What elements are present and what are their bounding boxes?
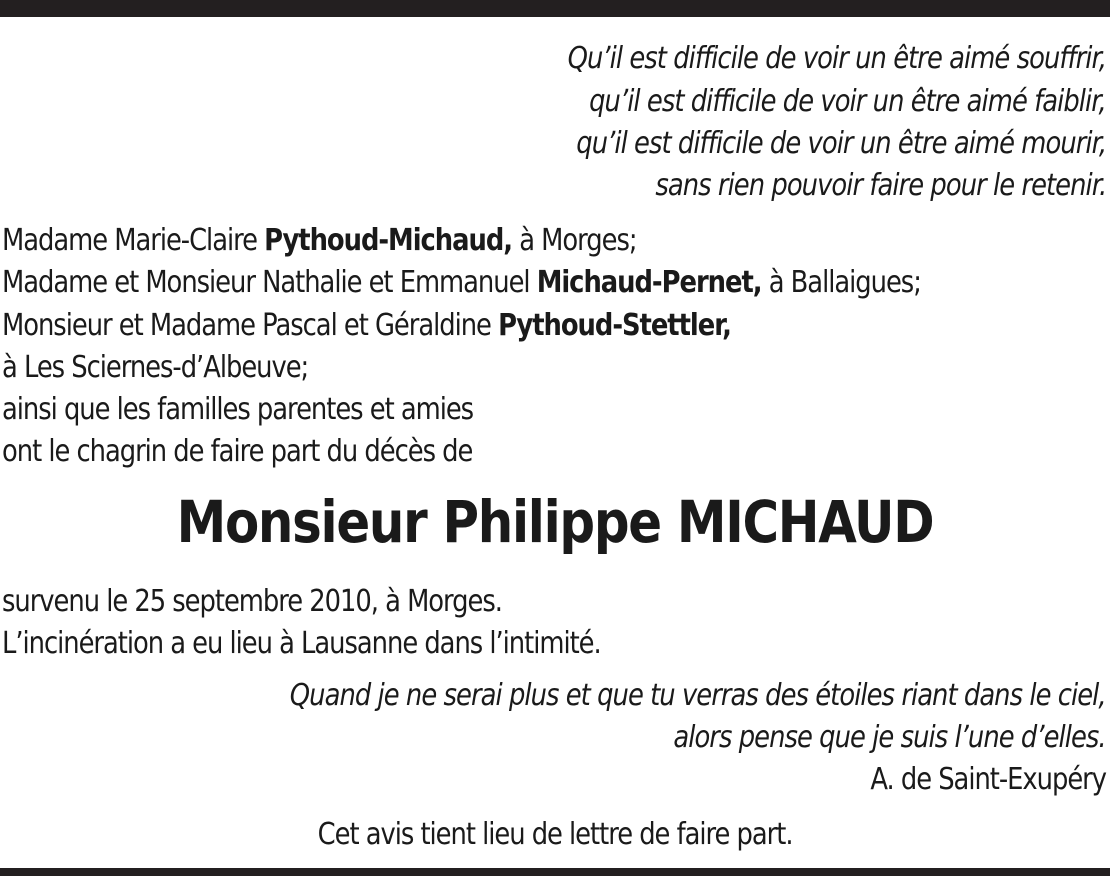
detail-line: L’incinération a eu lieu à Lausanne dans l’intimité.: [2, 626, 601, 661]
poem-line: qu’il est difficile de voir un être aimé mourir,: [576, 126, 1106, 161]
bottom-border: [0, 868, 1110, 876]
poem-line: Qu’il est difficile de voir un être aimé souffrir,: [567, 41, 1106, 76]
poem-line: sans rien pouvoir faire pour le retenir.: [655, 168, 1106, 203]
mourner-line: à Les Sciernes-d’Albeuve;: [2, 350, 309, 385]
mourner-line: Monsieur et Madame Pascal et Géraldine Pythoud-Stettler,: [2, 308, 731, 343]
mourner-line: Madame et Monsieur Nathalie et Emmanuel Michaud-Pernet, à Ballaigues;: [2, 265, 921, 300]
mourner-line: ont le chagrin de faire part du décès de: [2, 434, 473, 469]
quote-line: alors pense que je suis l’une d’elles.: [673, 720, 1106, 755]
family-name: Pythoud-Stettler,: [498, 308, 731, 343]
mourner-line: ainsi que les familles parentes et amies: [2, 392, 474, 427]
closing-notice: Cet avis tient lieu de lettre de faire part.: [317, 817, 793, 852]
poem-line: qu’il est difficile de voir un être aimé faiblir,: [589, 84, 1106, 119]
family-name: Pythoud-Michaud,: [264, 223, 513, 258]
mourner-line: Madame Marie-Claire Pythoud-Michaud, à Morges;: [2, 223, 637, 258]
quote-line: Quand je ne serai plus et que tu verras des étoiles riant dans le ciel,: [290, 678, 1106, 713]
deceased-name-heading: Monsieur Philippe MICHAUD: [176, 488, 934, 556]
quote-author: A. de Saint-Exupéry: [870, 762, 1106, 797]
family-name: Michaud-Pernet,: [536, 265, 762, 300]
detail-line: survenu le 25 septembre 2010, à Morges.: [2, 584, 502, 619]
top-border: [0, 0, 1110, 17]
